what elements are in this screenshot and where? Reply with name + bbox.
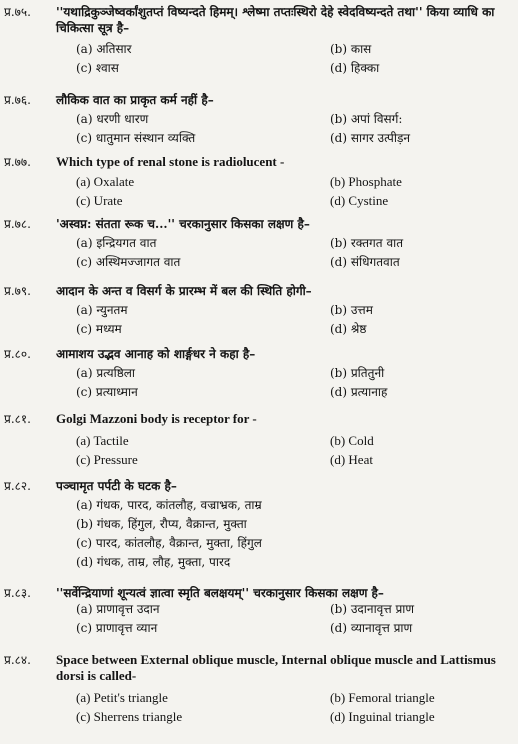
option-c[interactable]: (c) प्रत्याध्मान xyxy=(76,385,138,399)
option-b[interactable]: (b) Cold xyxy=(330,433,374,448)
question-number: प्र.७७. xyxy=(4,155,31,169)
question-text: पञ्चामृत पर्पटी के घटक है– xyxy=(56,479,177,493)
question-78 xyxy=(4,216,514,272)
option-a[interactable]: (a) धरणी धारण xyxy=(76,112,149,126)
option-b[interactable]: (b) कास xyxy=(330,42,372,56)
option-c[interactable]: (c) Urate xyxy=(76,193,123,208)
option-c[interactable]: (c) अस्थिमज्जागत वात xyxy=(76,255,181,269)
option-c[interactable]: (c) श्वास xyxy=(76,61,119,75)
option-a[interactable]: (a) गंधक, पारद, कांतलौह, वज्राभ्रक, ताम्र xyxy=(76,498,262,512)
option-b[interactable]: (b) Phosphate xyxy=(330,174,402,189)
options-grid xyxy=(76,688,514,726)
option-d[interactable]: (d) हिक्का xyxy=(330,61,380,75)
option-c[interactable]: (c) प्राणावृत्त व्यान xyxy=(76,621,158,635)
option-b[interactable]: (b) उदानावृत्त प्राण xyxy=(330,602,415,616)
option-a[interactable]: (a) प्रत्यष्ठिला xyxy=(76,366,136,380)
option-a[interactable]: (a) न्युनतम xyxy=(76,303,128,317)
option-a[interactable]: (a) Oxalate xyxy=(76,174,135,189)
question-text: ''यथाद्रिकुञ्जेष्वर्कांशुतप्तं विष्यन्दते हिमम्। श्लेष्मा तप्तःस्थिरो देहे स्वेदविष्यन्दते तथा'' किया व्याधि का चिकित्सा सूत्र है– xyxy=(56,5,495,35)
option-c[interactable]: (c) मध्यम xyxy=(76,322,122,336)
option-c[interactable]: (c) Pressure xyxy=(76,452,138,467)
option-b[interactable]: (b) अपां विसर्ग: xyxy=(330,112,403,126)
option-d[interactable]: (d) Inguinal triangle xyxy=(330,709,435,724)
option-d[interactable]: (d) संधिगतवात xyxy=(330,255,400,269)
option-d[interactable]: (d) Heat xyxy=(330,452,373,467)
option-d[interactable]: (d) श्रेष्ठ xyxy=(330,322,367,336)
question-text: Space between External oblique muscle, Internal oblique muscle and Lattismus dorsi is called- xyxy=(56,652,496,683)
option-a[interactable]: (a) Tactile xyxy=(76,433,129,448)
question-75 xyxy=(4,4,514,78)
options-grid xyxy=(76,110,514,148)
question-text: लौकिक वात का प्राकृत कर्म नहीं है– xyxy=(56,93,214,107)
question-text: आदान के अन्त व विसर्ग के प्रारम्भ में बल की स्थिति होगी– xyxy=(56,284,312,298)
question-text: आमाशय उद्भव आनाह को शार्ङ्गधर ने कहा है– xyxy=(56,347,256,361)
option-d[interactable]: (d) व्यानावृत्त प्राण xyxy=(330,621,413,635)
option-b[interactable]: (b) उत्तम xyxy=(330,303,373,317)
question-number: प्र.८२. xyxy=(4,479,31,493)
question-77 xyxy=(4,154,514,210)
question-80 xyxy=(4,346,514,402)
option-b[interactable]: (b) रक्तगत वात xyxy=(330,236,404,250)
options-grid xyxy=(76,431,514,469)
options-grid xyxy=(76,40,514,78)
question-text: 'अस्वप्न: संतता रूक च...'' चरकानुसार किसका लक्षण है– xyxy=(56,217,310,231)
options-list xyxy=(76,496,514,572)
option-d[interactable]: (d) सागर उत्पीड़न xyxy=(330,131,411,145)
option-c[interactable]: (c) धातुमान संस्थान व्यक्ति xyxy=(76,131,196,145)
options-grid xyxy=(76,364,514,402)
option-b[interactable]: (b) प्रतितुनी xyxy=(330,366,385,380)
question-number: प्र.८४. xyxy=(4,653,31,667)
question-text: Golgi Mazzoni body is receptor for - xyxy=(56,411,257,426)
question-83 xyxy=(4,585,514,638)
question-number: प्र.७९. xyxy=(4,284,31,298)
option-d[interactable]: (d) प्रत्यानाह xyxy=(330,385,388,399)
option-c[interactable]: (c) Sherrens triangle xyxy=(76,709,183,724)
question-text: ''सर्वेन्द्रियाणां शून्यत्वं ज्ञात्वा स्मृति बलक्षयम्'' चरकानुसार किसका लक्षण है– xyxy=(56,586,384,600)
question-text: Which type of renal stone is radiolucent - xyxy=(56,154,285,169)
question-number: प्र.८१. xyxy=(4,412,31,426)
option-b[interactable]: (b) गंधक, हिंगुल, रौप्य, वैक्रान्त, मुक्ता xyxy=(76,517,247,531)
options-grid xyxy=(76,301,514,339)
question-82 xyxy=(4,478,514,572)
question-number: प्र.७६. xyxy=(4,93,31,107)
options-grid xyxy=(76,172,514,210)
question-79 xyxy=(4,283,514,339)
option-b[interactable]: (b) Femoral triangle xyxy=(330,690,435,705)
option-a[interactable]: (a) Petit's triangle xyxy=(76,690,168,705)
question-number: प्र.८३. xyxy=(4,586,31,600)
option-a[interactable]: (a) अतिसार xyxy=(76,42,132,56)
option-a[interactable]: (a) इन्द्रियगत वात xyxy=(76,236,157,250)
question-81 xyxy=(4,411,514,469)
question-84 xyxy=(4,652,514,726)
question-number: प्र.७८. xyxy=(4,217,31,231)
option-d[interactable]: (d) गंधक, ताम्र, लौह, मुक्ता, पारद xyxy=(76,555,231,569)
option-c[interactable]: (c) पारद, कांतलौह, वैक्रान्त, मुक्ता, हिंगुल xyxy=(76,536,262,550)
option-d[interactable]: (d) Cystine xyxy=(330,193,389,208)
question-number: प्र.८०. xyxy=(4,347,31,361)
options-grid xyxy=(76,600,514,638)
option-a[interactable]: (a) प्राणावृत्त उदान xyxy=(76,602,160,616)
question-number: प्र.७५. xyxy=(4,5,31,19)
question-76 xyxy=(4,92,514,148)
options-grid xyxy=(76,234,514,272)
